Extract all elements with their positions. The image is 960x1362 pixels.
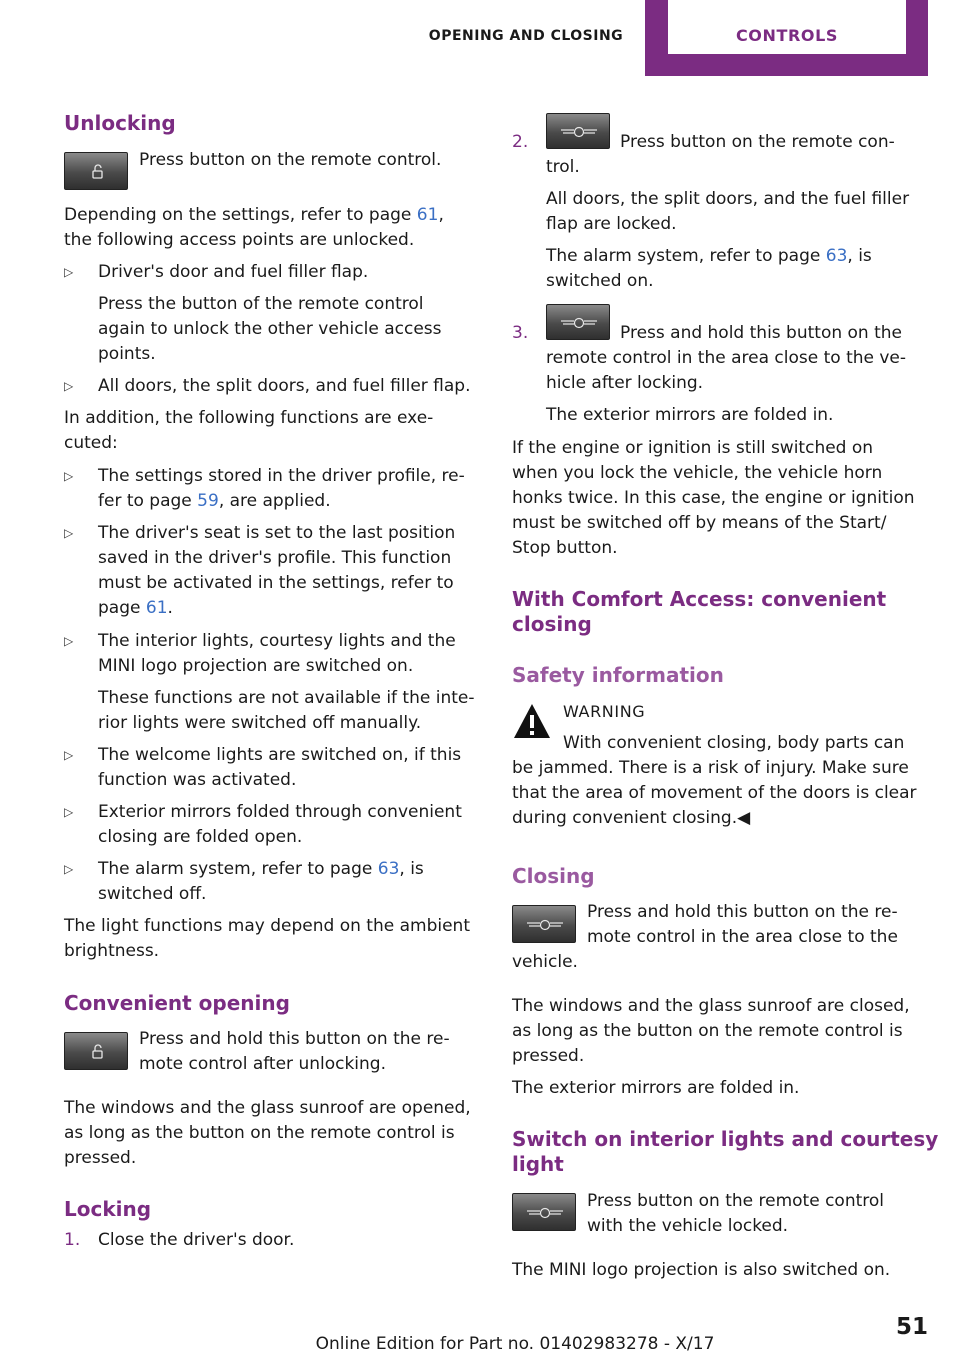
page-link-59[interactable]: 59: [197, 491, 219, 511]
warning-text-line4: during convenient closing.◀: [512, 808, 751, 828]
safety-information-heading: Safety information: [512, 663, 724, 687]
remote-unlock-button-1: [64, 152, 128, 190]
mini-logo-icon: [513, 1194, 577, 1232]
light-functions-line1: The light functions may depend on the ambient: [64, 916, 470, 936]
windows-closed-line1: The windows and the glass sunroof are closed,: [512, 996, 910, 1016]
list-item-text: MINI logo projection are switched on.: [98, 656, 414, 676]
list-item-text: Driver's door and fuel filler flap.: [98, 262, 369, 282]
bullet-triangle-icon: ▷: [64, 634, 74, 648]
step2-text-line1: Press button on the remote con‐: [620, 132, 895, 152]
page-link-61[interactable]: 61: [145, 598, 168, 618]
mini-logo-icon: [513, 906, 577, 944]
text-segment: , is: [847, 246, 872, 266]
step-number: 3.: [512, 323, 529, 343]
text-segment: fer to page: [98, 491, 198, 511]
list-item-text: saved in the driver's profile. This function: [98, 548, 452, 568]
comfort-access-heading-line2: closing: [512, 612, 592, 636]
step-number: 1.: [64, 1230, 81, 1250]
bullet-triangle-icon: ▷: [64, 526, 74, 540]
bullet-triangle-icon: ▷: [64, 805, 74, 819]
list-item-subtext: rior lights were switched off manually.: [98, 713, 422, 733]
warning-triangle-icon: [512, 701, 552, 741]
depending-text-line2: the following access points are unlocked.: [64, 230, 415, 250]
closing-heading: Closing: [512, 864, 595, 888]
step-text: Close the driver's door.: [98, 1230, 295, 1250]
interior-lights-text-line1: Press button on the remote control: [587, 1191, 884, 1211]
remote-lock-button: [546, 113, 610, 149]
mini-logo-icon: [547, 114, 611, 150]
engine-text-line4: must be switched off by means of the Start/: [512, 513, 887, 533]
in-addition-line2: cuted:: [64, 433, 118, 453]
list-item-subtext: points.: [98, 344, 156, 364]
warning-label: WARNING: [563, 702, 646, 721]
list-item-text: [98, 596, 173, 621]
step2-sub2-line2: switched on.: [546, 271, 654, 291]
interior-lights-text-line2: with the vehicle locked.: [587, 1216, 789, 1236]
footer-edition-text: Online Edition for Part no. 01402983278 - X/17: [315, 1334, 715, 1354]
bullet-triangle-icon: ▷: [64, 469, 74, 483]
bullet-triangle-icon: ▷: [64, 862, 74, 876]
text-segment: , is: [399, 859, 424, 879]
list-item-text: [98, 857, 424, 882]
locking-heading: Locking: [64, 1197, 152, 1221]
unlocking-button-text: Press button on the remote control.: [139, 150, 442, 170]
light-functions-line2: brightness.: [64, 941, 160, 961]
step-number: 2.: [512, 132, 529, 152]
text-segment: .: [167, 598, 173, 618]
list-item-subtext: Press the button of the remote control: [98, 294, 424, 314]
list-item-text: The welcome lights are switched on, if this: [98, 745, 462, 765]
step3-sub: The exterior mirrors are folded in.: [546, 405, 834, 425]
closing-text-line2: mote control in the area close to the: [587, 927, 898, 947]
warning-text-line1: With convenient closing, body parts can: [563, 733, 905, 753]
list-item-text: must be activated in the settings, refer to: [98, 573, 454, 593]
step2-sub-line1: All doors, the split doors, and the fuel filler: [546, 189, 910, 209]
list-item-text: Exterior mirrors folded through convenient: [98, 802, 462, 822]
step3-text-line1: Press and hold this button on the: [620, 323, 903, 343]
bullet-triangle-icon: ▷: [64, 379, 74, 393]
step2-text-line2: trol.: [546, 157, 580, 177]
page-link-61[interactable]: 61: [416, 205, 439, 225]
warning-text-line3: that the area of movement of the doors is clear: [512, 783, 917, 803]
text-segment: page: [98, 598, 146, 618]
warning-text-line2: be jammed. There is a risk of injury. Make sure: [512, 758, 909, 778]
unlocking-heading: Unlocking: [64, 111, 176, 135]
text-segment: The alarm system, refer to page: [98, 859, 378, 879]
closing-text-line1: Press and hold this button on the re‐: [587, 902, 898, 922]
remote-unlock-button-2: [64, 1032, 128, 1070]
step3-text-line2: remote control in the area close to the ve‐: [546, 348, 907, 368]
list-item-text: closing are folded open.: [98, 827, 303, 847]
interior-lights-heading-line2: light: [512, 1152, 564, 1176]
windows-closed-line2: as long as the button on the remote control is: [512, 1021, 903, 1041]
list-item-text: function was activated.: [98, 770, 297, 790]
engine-text-line5: Stop button.: [512, 538, 618, 558]
step3-text-line3: hicle after locking.: [546, 373, 704, 393]
convenient-opening-text-line2: mote control after unlocking.: [139, 1054, 386, 1074]
mini-logo-projection-text: The MINI logo projection is also switched on.: [512, 1260, 891, 1280]
bullet-triangle-icon: ▷: [64, 748, 74, 762]
step2-sub2-line1: [546, 244, 872, 269]
comfort-access-heading-line1: With Comfort Access: convenient: [512, 587, 887, 611]
list-item-text: [98, 489, 331, 514]
page-link-63[interactable]: 63: [377, 859, 400, 879]
list-item-text: The settings stored in the driver profile, re‐: [98, 466, 465, 486]
convenient-opening-text-line1: Press and hold this button on the re‐: [139, 1029, 450, 1049]
convenient-opening-heading: Convenient opening: [64, 991, 290, 1015]
list-item-text: The interior lights, courtesy lights and the: [98, 631, 456, 651]
mini-logo-icon: [547, 305, 611, 341]
in-addition-line1: In addition, the following functions are exe‐: [64, 408, 434, 428]
depending-comma: ,: [438, 205, 444, 225]
page-link-63[interactable]: 63: [825, 246, 848, 266]
remote-lock-hold-button: [546, 304, 610, 340]
text-segment: The alarm system, refer to page: [546, 246, 826, 266]
engine-text-line3: honks twice. In this case, the engine or ignition: [512, 488, 915, 508]
interior-lights-heading-line1: Switch on interior lights and courtesy: [512, 1127, 939, 1151]
text-segment: , are applied.: [218, 491, 331, 511]
bullet-triangle-icon: ▷: [64, 265, 74, 279]
windows-closed-line3: pressed.: [512, 1046, 585, 1066]
closing-text-line3: vehicle.: [512, 952, 578, 972]
page-number: 51: [895, 1314, 928, 1340]
list-item-subtext: again to unlock the other vehicle access: [98, 319, 442, 339]
mirrors-folded-text: The exterior mirrors are folded in.: [512, 1078, 800, 1098]
unlock-icon: [65, 153, 129, 191]
remote-interior-light-button: [512, 1193, 576, 1231]
engine-text-line2: when you lock the vehicle, the vehicle horn: [512, 463, 883, 483]
unlock-icon: [65, 1033, 129, 1071]
windows-opened-line2: as long as the button on the remote control is: [64, 1123, 455, 1143]
header-section-title: OPENING AND CLOSING: [428, 28, 624, 44]
header-tab-label[interactable]: CONTROLS: [735, 26, 839, 45]
list-item-text: The driver's seat is set to the last position: [98, 523, 456, 543]
step2-sub-line2: flap are locked.: [546, 214, 677, 234]
remote-close-button: [512, 905, 576, 943]
windows-opened-line3: pressed.: [64, 1148, 137, 1168]
list-item-subtext: These functions are not available if the inte‐: [98, 688, 475, 708]
depending-text-line1: [64, 203, 444, 228]
windows-opened-line1: The windows and the glass sunroof are opened,: [64, 1098, 471, 1118]
depending-text: Depending on the settings, refer to page: [64, 205, 417, 225]
list-item-text: All doors, the split doors, and fuel filler flap.: [98, 376, 471, 396]
list-item-text: switched off.: [98, 884, 207, 904]
engine-text-line1: If the engine or ignition is still switched on: [512, 438, 874, 458]
